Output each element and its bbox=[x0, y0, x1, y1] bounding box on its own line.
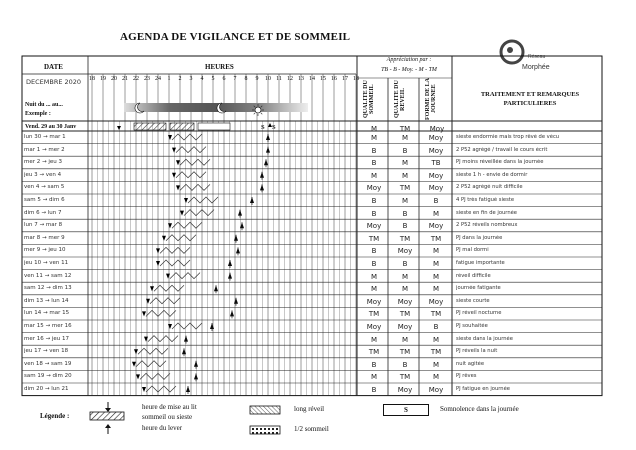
example-long-wake bbox=[198, 123, 230, 130]
row-remark: PJ fatigue en journée bbox=[456, 386, 510, 392]
row-sleep-quality: B bbox=[371, 159, 377, 168]
row-remark: 2 P52 réveils nombreux bbox=[456, 222, 518, 229]
row-remark: sieste courte bbox=[456, 297, 490, 304]
row-sleep-quality: B bbox=[371, 247, 377, 256]
bed-arrow-icon bbox=[176, 160, 180, 165]
quality-sleep-header: QUALITE DU SOMMEIL bbox=[363, 80, 375, 118]
row-sleep-quality: TM bbox=[368, 234, 380, 243]
bed-arrow-icon bbox=[176, 185, 180, 190]
row-sleep-quality: M bbox=[370, 134, 378, 142]
row-date: ven 11 → sam 12 bbox=[24, 272, 72, 279]
page-title: AGENDA DE VIGILANCE ET DE SOMMEIL bbox=[120, 31, 351, 43]
row-day-form: M bbox=[432, 260, 440, 268]
row-remark: PJ dans la journée bbox=[456, 234, 503, 241]
row-remark: PJ moins réveillée dans la journée bbox=[456, 159, 544, 166]
legend-long-wake: long réveil bbox=[294, 405, 325, 413]
sleep-block-icon bbox=[90, 412, 124, 420]
row-date: sam 5 → dim 6 bbox=[24, 197, 65, 203]
sleep-scribble bbox=[180, 184, 210, 190]
hour-label: 18 bbox=[353, 76, 359, 82]
hour-label: 15 bbox=[320, 76, 326, 82]
example-day: Moy bbox=[429, 125, 445, 133]
bed-arrow-icon bbox=[132, 362, 136, 367]
hour-label: 19 bbox=[100, 76, 106, 82]
sleep-scribble bbox=[172, 222, 202, 228]
row-day-form: B bbox=[433, 197, 439, 205]
half-sleep-icon bbox=[250, 426, 280, 434]
example-somnolence-2: S bbox=[272, 124, 276, 131]
night-gradient-bar bbox=[124, 103, 308, 112]
row-date: mer 2 → jeu 3 bbox=[24, 159, 63, 166]
hour-label: 2 bbox=[178, 76, 182, 82]
row-sleep-quality: B bbox=[371, 146, 377, 155]
bed-arrow-icon bbox=[180, 211, 184, 216]
row-wake-quality: M bbox=[401, 197, 409, 205]
hour-label: 6 bbox=[222, 76, 226, 82]
sleep-scribble bbox=[150, 298, 180, 304]
sun-icon bbox=[255, 107, 261, 113]
row-day-form: TM bbox=[430, 348, 442, 357]
row-day-form: Moy bbox=[428, 184, 444, 193]
handwritten-month: DECEMBRE 2020 bbox=[26, 78, 82, 86]
row-wake-quality: M bbox=[401, 285, 409, 294]
day-form-header: FORME DE LA JOURNEE bbox=[425, 78, 437, 120]
appreciation-label: Appréciation par : bbox=[386, 57, 432, 63]
hour-label: 23 bbox=[144, 76, 150, 82]
row-date: jeu 17 → ven 18 bbox=[24, 348, 69, 355]
bed-arrow-icon bbox=[162, 236, 166, 241]
row-wake-quality: TM bbox=[399, 234, 411, 243]
row-remark: PJ réveils la nuit bbox=[456, 348, 498, 355]
row-remark: PJ souhaitée bbox=[456, 323, 488, 329]
row-remark: sieste endormie mais trop rêvé de vécu bbox=[456, 134, 560, 140]
treatment-header: TRAITEMENT ET REMARQUES PARTICULIERES bbox=[480, 91, 580, 107]
bed-arrow-icon bbox=[172, 148, 176, 153]
row-day-form: M bbox=[432, 360, 440, 369]
row-sleep-quality: TM bbox=[368, 310, 380, 319]
example-sleep: M bbox=[370, 125, 378, 133]
date-column-header: DATE bbox=[44, 63, 63, 71]
row-sleep-quality: B bbox=[371, 209, 377, 218]
wake-arrow-icon bbox=[105, 424, 111, 428]
row-day-form: M bbox=[432, 373, 440, 382]
row-day-form: M bbox=[432, 209, 440, 218]
row-date: dim 20 → lun 21 bbox=[24, 386, 69, 392]
row-remark: journée fatigante bbox=[456, 285, 501, 292]
row-remark: PJ mal dormi bbox=[456, 247, 489, 254]
row-date: jeu 10 → ven 11 bbox=[24, 260, 69, 266]
row-day-form: Moy bbox=[428, 297, 444, 306]
row-date: mar 15 → mer 16 bbox=[24, 323, 72, 329]
row-sleep-quality: TM bbox=[368, 348, 380, 357]
row-date: mer 9 → jeu 10 bbox=[24, 247, 66, 254]
hour-label: 16 bbox=[331, 76, 337, 82]
bed-arrow-icon bbox=[168, 223, 172, 228]
bed-arrow-icon bbox=[168, 324, 172, 329]
bed-arrow-icon bbox=[142, 311, 146, 316]
hour-label: 11 bbox=[276, 76, 282, 82]
example-date: Vend. 29 au 30 Janv bbox=[25, 124, 77, 130]
sun-ray bbox=[261, 113, 262, 114]
row-date: mer 16 → jeu 17 bbox=[24, 335, 69, 342]
row-date: lun 30 → mar 1 bbox=[24, 134, 66, 140]
legend-somnolence-box: S bbox=[383, 404, 429, 416]
row-remark: réveil difficile bbox=[456, 272, 491, 279]
bed-arrow-icon bbox=[136, 374, 140, 379]
hours-column-header: HEURES bbox=[205, 63, 234, 71]
row-day-form: Moy bbox=[428, 222, 444, 231]
bed-arrow-icon bbox=[156, 261, 160, 266]
row-wake-quality: M bbox=[401, 171, 409, 180]
row-wake-quality: Moy bbox=[397, 247, 413, 256]
row-date: dim 6 → lun 7 bbox=[24, 209, 62, 216]
bed-arrow-icon bbox=[184, 198, 188, 203]
hour-label: 17 bbox=[342, 76, 348, 82]
row-sleep-quality: M bbox=[370, 171, 378, 180]
row-day-form: M bbox=[432, 285, 440, 294]
night-label: Nuit du ... au... bbox=[25, 102, 63, 108]
long-wake-icon bbox=[250, 406, 280, 414]
row-remark: sieste dans la journée bbox=[456, 335, 513, 342]
hour-label: 13 bbox=[298, 76, 304, 82]
example-sleep-block bbox=[170, 123, 194, 130]
row-day-form: TM bbox=[430, 234, 442, 243]
hour-label: 9 bbox=[255, 76, 259, 82]
row-wake-quality: B bbox=[402, 360, 408, 369]
sleep-scribble bbox=[172, 323, 202, 329]
example-somnolence-1: S bbox=[261, 124, 265, 131]
row-sleep-quality: B bbox=[371, 360, 377, 369]
sleep-scribble bbox=[180, 159, 210, 165]
example-bed-arrow bbox=[117, 126, 121, 130]
bed-arrow-icon bbox=[146, 299, 150, 304]
sleep-scribble bbox=[146, 386, 176, 392]
row-date: mar 1 → mer 2 bbox=[24, 146, 65, 153]
row-remark: nuit agitée bbox=[456, 360, 485, 367]
legend-symbols-2 bbox=[248, 404, 284, 442]
legend-wake-time: heure du lever bbox=[142, 424, 183, 432]
sleep-scribble bbox=[188, 197, 218, 203]
example-label: Exemple : bbox=[25, 111, 51, 117]
bed-arrow-icon bbox=[168, 135, 172, 140]
row-remark: 2 P52 agrégé nuit difficile bbox=[456, 184, 523, 191]
row-sleep-quality: M bbox=[370, 285, 378, 294]
hour-label: 24 bbox=[155, 76, 161, 82]
logo-small-text: Réseau bbox=[528, 54, 546, 60]
row-day-form: TB bbox=[431, 159, 441, 168]
row-wake-quality: TM bbox=[399, 310, 411, 319]
row-date: sam 19 → dim 20 bbox=[24, 373, 72, 380]
sleep-scribble bbox=[140, 373, 170, 379]
row-day-form: M bbox=[432, 247, 440, 256]
appreciation-scale: TB - B - Moy. - M - TM bbox=[381, 67, 437, 73]
example-sleep-block bbox=[134, 123, 166, 130]
hour-label: 10 bbox=[265, 76, 271, 82]
row-day-form: Moy bbox=[428, 134, 444, 142]
row-date: jeu 3 → ven 4 bbox=[24, 171, 62, 178]
bed-arrow-icon bbox=[144, 337, 148, 342]
hour-label: 5 bbox=[211, 76, 215, 82]
row-day-form: Moy bbox=[428, 386, 444, 394]
logo-text: Morphée bbox=[522, 64, 550, 71]
legend-bed-time: heure de mise au lit bbox=[142, 403, 197, 411]
row-date: sam 12 → dim 13 bbox=[24, 285, 72, 292]
row-day-form: B bbox=[433, 323, 439, 331]
row-wake-quality: TM bbox=[399, 348, 411, 357]
sun-ray bbox=[254, 113, 255, 114]
hour-label: 1 bbox=[167, 76, 171, 82]
row-wake-quality: B bbox=[402, 209, 408, 218]
row-day-form: Moy bbox=[428, 146, 444, 155]
row-sleep-quality: B bbox=[371, 260, 377, 268]
hour-label: 12 bbox=[287, 76, 293, 82]
row-day-form: Moy bbox=[428, 171, 444, 180]
sleep-scribble bbox=[172, 134, 202, 140]
row-wake-quality: TM bbox=[399, 184, 411, 193]
hour-label: 21 bbox=[122, 76, 128, 82]
row-day-form: M bbox=[432, 335, 440, 344]
row-sleep-quality: M bbox=[370, 272, 378, 281]
row-day-form: TM bbox=[430, 310, 442, 319]
row-wake-quality: B bbox=[402, 222, 408, 231]
legend-sleep-nap: sommeil ou sieste bbox=[142, 413, 193, 421]
row-sleep-quality: B bbox=[371, 386, 377, 394]
row-date: lun 7 → mar 8 bbox=[24, 222, 63, 229]
hour-label: 3 bbox=[189, 76, 193, 82]
row-wake-quality: Moy bbox=[397, 386, 413, 394]
sleep-scribble bbox=[184, 210, 214, 216]
row-wake-quality: M bbox=[401, 134, 409, 142]
bed-arrow-icon bbox=[172, 173, 176, 178]
sleep-scribble bbox=[136, 361, 166, 367]
hour-label: 14 bbox=[309, 76, 315, 82]
row-remark: sieste en fin de journée bbox=[456, 209, 517, 216]
row-date: lun 14 → mar 15 bbox=[24, 310, 70, 317]
hour-label: 20 bbox=[111, 76, 117, 82]
quality-wake-header: QUALITE DU REVEIL bbox=[394, 80, 406, 118]
row-wake-quality: B bbox=[402, 260, 408, 268]
row-remark: 4 PJ très fatigué sieste bbox=[456, 197, 515, 203]
legend-symbols bbox=[88, 400, 128, 436]
row-date: dim 13 → lun 14 bbox=[24, 297, 69, 304]
sleep-scribble bbox=[166, 235, 196, 241]
hour-label: 22 bbox=[133, 76, 139, 82]
row-wake-quality: M bbox=[401, 159, 409, 168]
legend-half-sleep: 1/2 sommeil bbox=[294, 425, 329, 433]
row-sleep-quality: M bbox=[370, 335, 378, 344]
bed-arrow-icon bbox=[142, 387, 146, 392]
row-remark: PJ réveil nocturne bbox=[456, 310, 502, 317]
example-wake: TM bbox=[399, 125, 411, 133]
row-sleep-quality: Moy bbox=[366, 323, 382, 331]
row-wake-quality: M bbox=[401, 335, 409, 344]
bed-arrow-icon bbox=[134, 349, 138, 354]
bed-arrow-icon bbox=[156, 248, 160, 253]
legend-somnolence: Somnolence dans la journée bbox=[440, 405, 519, 413]
row-day-form: M bbox=[432, 272, 440, 281]
row-remark: PJ rêves bbox=[456, 373, 477, 380]
row-date: ven 4 → sam 5 bbox=[24, 184, 65, 191]
row-wake-quality: M bbox=[401, 272, 409, 281]
row-sleep-quality: B bbox=[371, 197, 377, 205]
row-date: ven 18 → sam 19 bbox=[24, 360, 72, 367]
row-remark: fatigue importante bbox=[456, 260, 505, 266]
legend-label: Légende : bbox=[40, 412, 70, 420]
hour-label: 8 bbox=[244, 76, 248, 82]
bed-arrow-icon bbox=[150, 286, 154, 291]
row-remark: 2 P52 agrégé / travail le cours écrit bbox=[456, 146, 548, 153]
row-sleep-quality: Moy bbox=[366, 184, 382, 193]
row-sleep-quality: Moy bbox=[366, 297, 382, 306]
bed-arrow-icon bbox=[166, 274, 170, 279]
row-wake-quality: TM bbox=[399, 373, 411, 382]
row-wake-quality: B bbox=[402, 146, 408, 155]
row-date: mar 8 → mer 9 bbox=[24, 234, 65, 241]
row-remark: sieste 1 h - envie de dormir bbox=[456, 171, 528, 178]
hour-label: 4 bbox=[200, 76, 204, 82]
row-wake-quality: Moy bbox=[397, 297, 413, 306]
hour-label: 7 bbox=[233, 76, 237, 82]
row-sleep-quality: Moy bbox=[366, 222, 382, 231]
row-wake-quality: Moy bbox=[397, 323, 413, 331]
row-sleep-quality: M bbox=[370, 373, 378, 382]
hour-label: 18 bbox=[89, 76, 95, 82]
sleep-scribble bbox=[146, 310, 176, 316]
